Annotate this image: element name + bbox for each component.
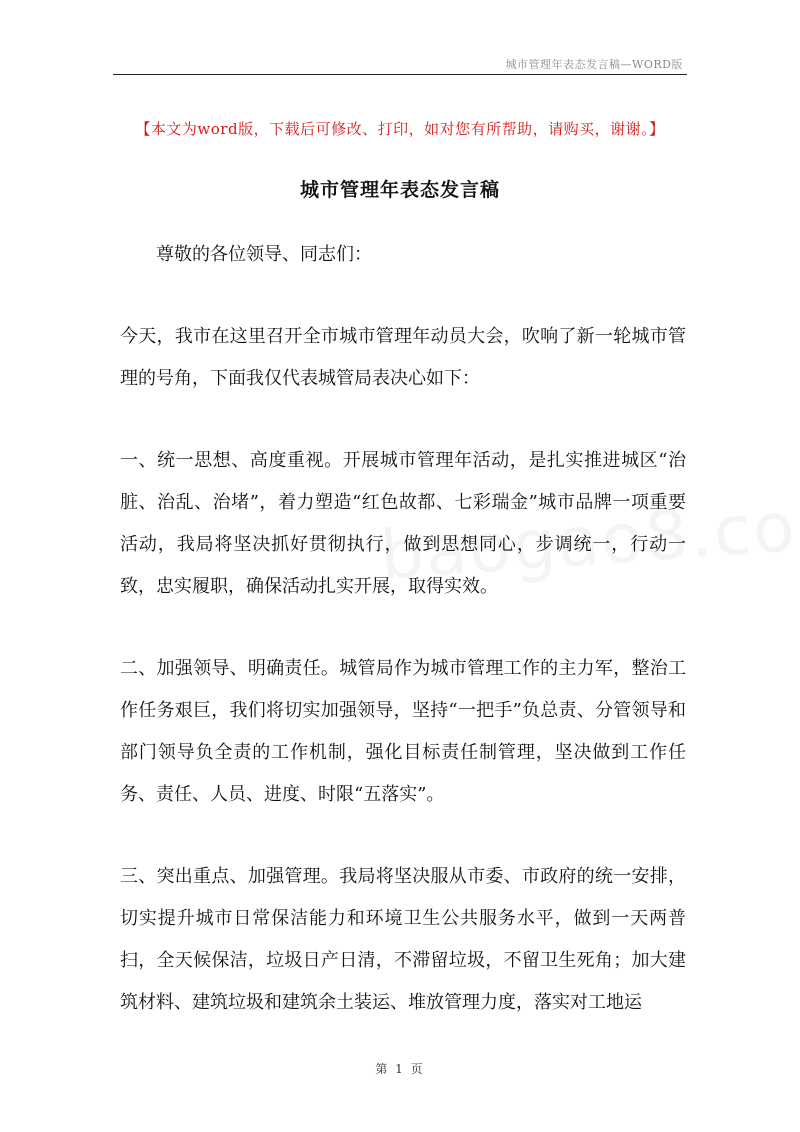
document-title: 城市管理年表态发言稿 <box>299 179 500 201</box>
page-header-text: 城市管理年表态发言稿—WORD版 <box>505 58 683 71</box>
paragraph-4: 三、突出重点、加强管理。我局将坚决服从市委、市政府的统一安排，切实提升城市日常保洁能力和环境卫生公共服务水平，做到一天两普扫，全天候保洁，垃圾日产日清，不滞留垃圾，不留卫生死角；加大建筑材料、建筑垃圾和建筑余土装运、堆放管理力度，落实对工地运 <box>120 866 686 1013</box>
paragraph-1: 今天，我市在这里召开全市城市管理年动员大会，吹响了新一轮城市管理的号角，下面我仅代表城管局表决心如下： <box>120 326 686 389</box>
header-divider <box>113 74 687 75</box>
greeting: 尊敬的各位领导、同志们： <box>156 244 372 265</box>
paragraph-2: 一、统一思想、高度重视。开展城市管理年活动，是扎实推进城区“治脏、治乱、治堵”，着力塑造“红色故都、七彩瑞金”城市品牌一项重要活动，我局将坚决抓好贯彻执行，做到思想同心，步调统一，行动一致，忠实履职，确保活动扎实开展，取得实效。 <box>120 450 686 597</box>
paragraph-3: 二、加强领导、明确责任。城管局作为城市管理工作的主力军，整治工作任务艰巨，我们将切实加强领导，坚持“一把手”负总责、分管领导和部门领导负全责的工作机制，强化目标责任制管理，坚决做到工作任务、责任、人员、进度、时限“五落实”。 <box>120 658 686 805</box>
page-number: 第 1 页 <box>375 1062 425 1076</box>
purchase-notice: 【本文为word版，下载后可修改、打印，如对您有所帮助，请购买，谢谢。】 <box>135 120 665 138</box>
